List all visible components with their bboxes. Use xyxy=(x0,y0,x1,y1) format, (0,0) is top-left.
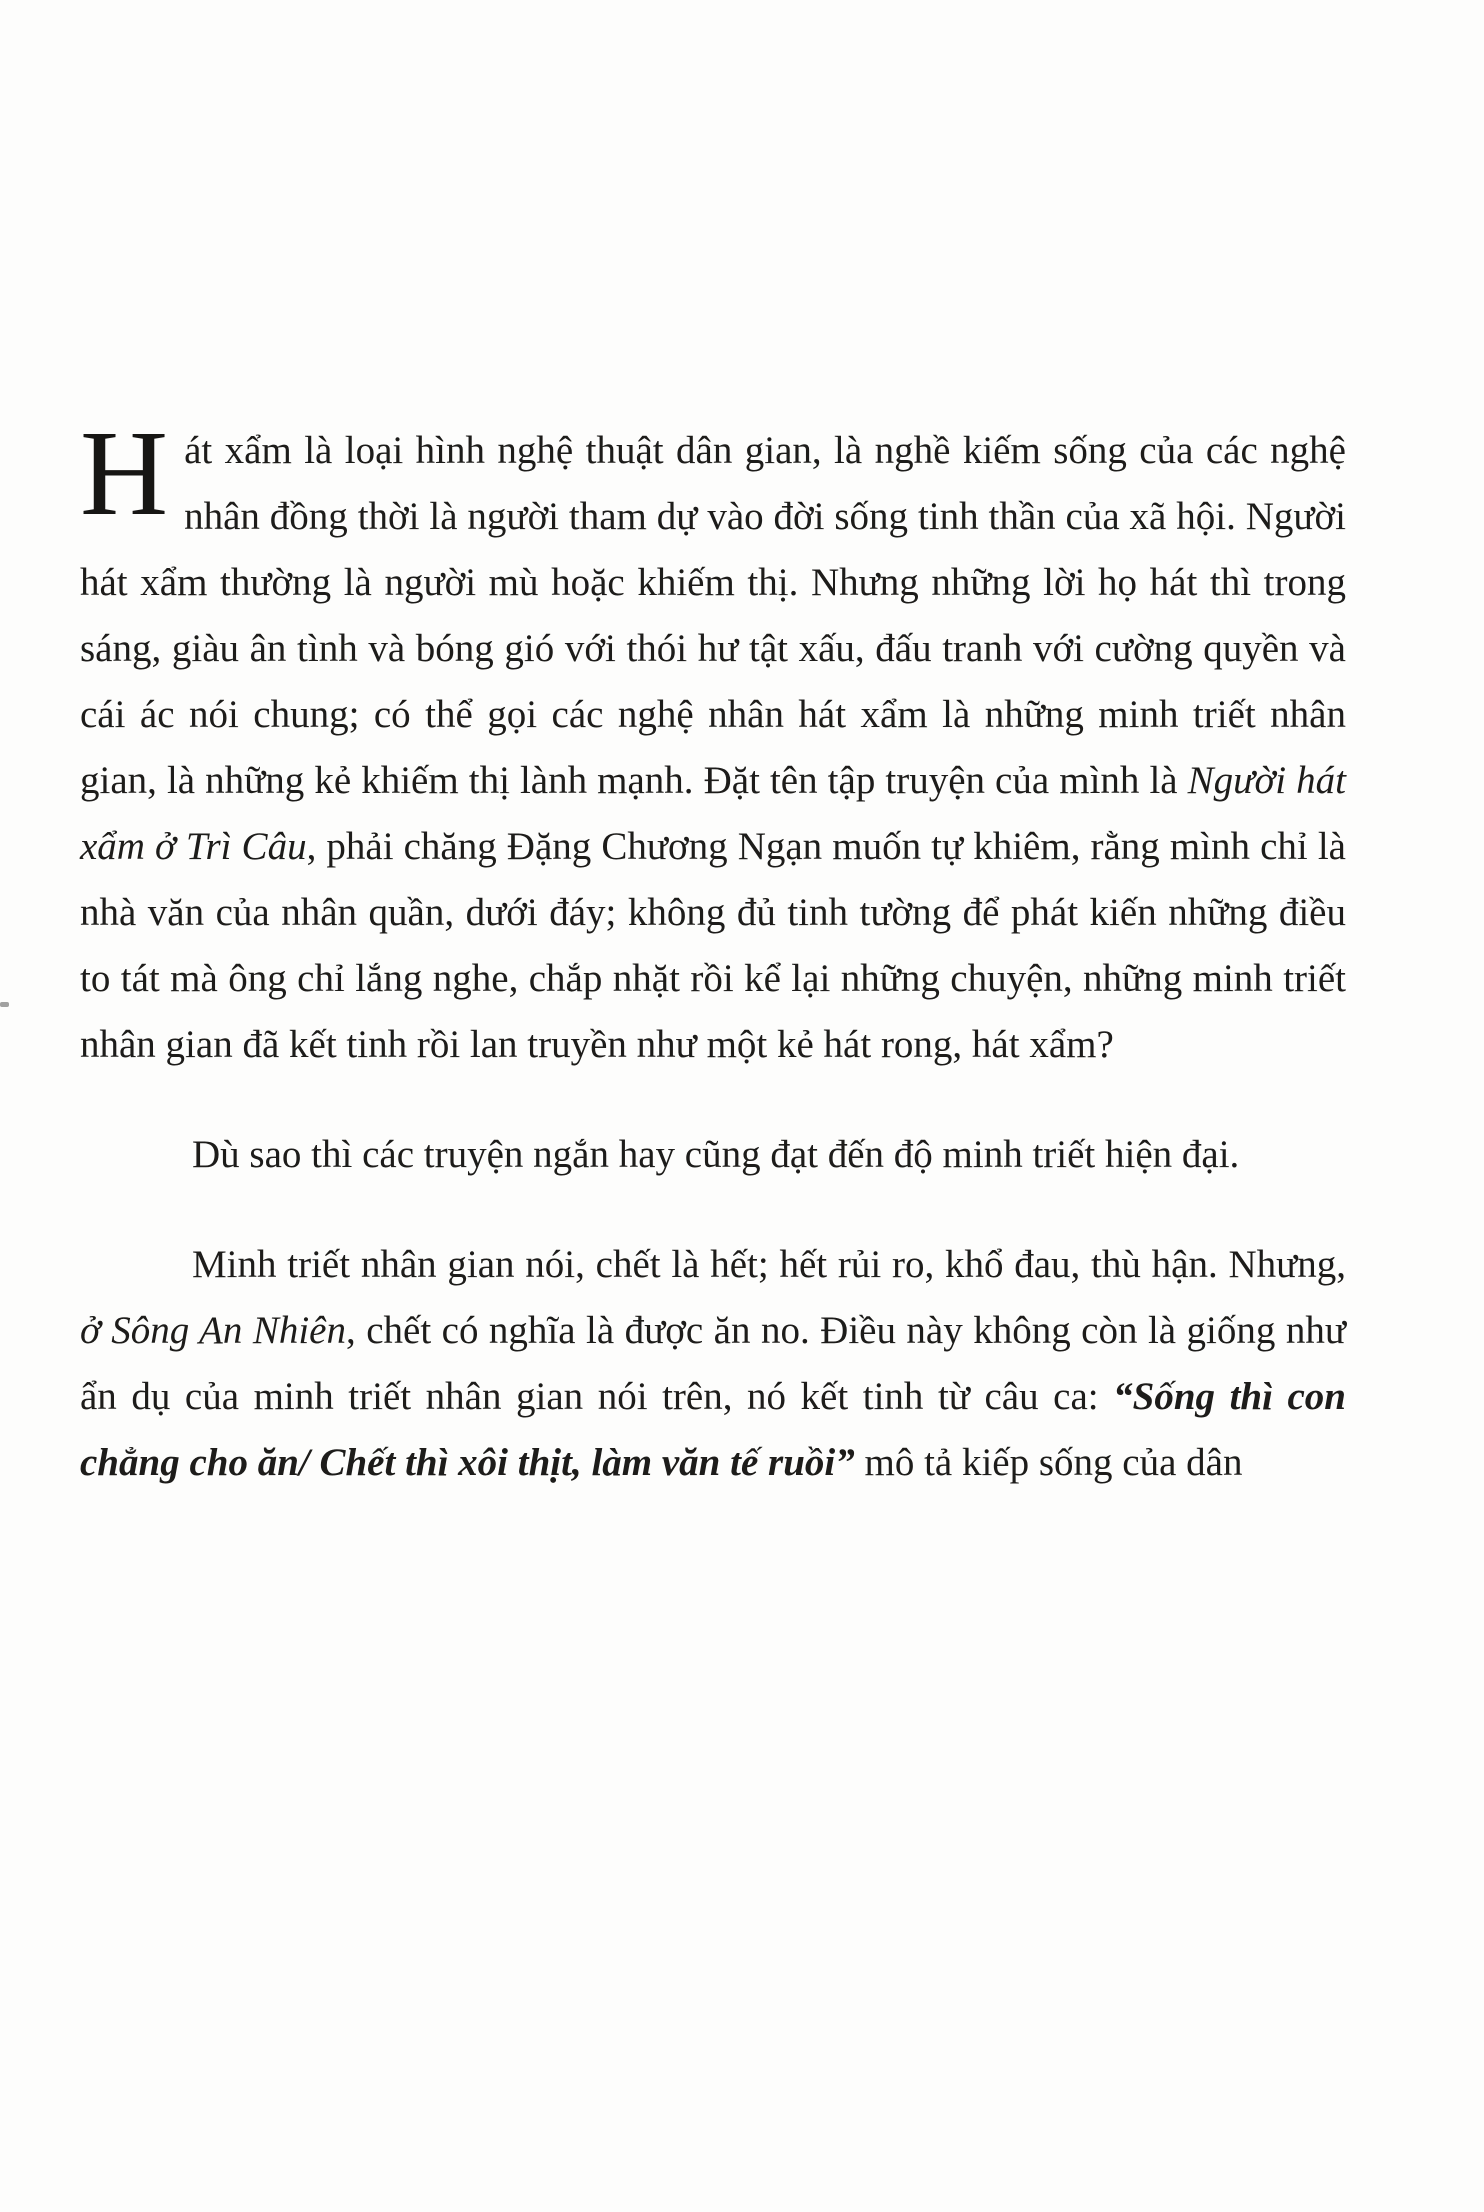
text-run: , chết có nghĩa là được ăn no. Điều này không còn là giống như ẩn dụ của minh triết nhân gian nói trên, nó kết tinh từ câu ca: xyxy=(80,1309,1346,1418)
paragraph xyxy=(80,1232,1346,1496)
text-run: Dù sao thì các truyện ngắn hay cũng đạt đến độ minh triết hiện đại. xyxy=(192,1133,1240,1176)
text-content xyxy=(80,406,1346,1540)
text-run: Minh triết nhân gian nói, chết là hết; hết rủi ro, khổ đau, thù hận. Nhưng, xyxy=(192,1243,1346,1286)
text-run: mô tả kiếp sống của dân xyxy=(854,1441,1243,1484)
drop-cap: H xyxy=(80,406,169,541)
text-run: ở Sông An Nhiên xyxy=(80,1309,346,1352)
text-run: “Sống thì con chẳng cho ăn/ Chết thì xôi thịt, làm văn tế ruồi” xyxy=(80,1375,1346,1484)
text-run: át xẩm là loại hình nghệ thuật dân gian, là nghề kiếm sống của các nghệ nhân đồng thời là người tham dự vào đời sống tinh thần của xã hội. Người hát xẩm thường là người mù hoặc khiếm thị. Nhưng những lời họ hát thì trong sáng, giàu ân tình và bóng gió với thói hư tật xấu, đấu tranh với cường quyền và cái ác nói chung; có thể gọi các nghệ nhân hát xẩm là những minh triết nhân gian, là những kẻ khiếm thị lành mạnh. Đặt tên tập truyện của mình là xyxy=(80,429,1346,802)
paragraph xyxy=(80,1122,1346,1188)
text-run: , phải chăng Đặng Chương Ngạn muốn tự khiêm, rằng mình chỉ là nhà văn của nhân quần, dưới đáy; không đủ tinh tường để phát kiến những điều to tát mà ông chỉ lắng nghe, chắp nhặt rồi kể lại những chuyện, những minh triết nhân gian đã kết tinh rồi lan truyền như một kẻ hát rong, hát xẩm? xyxy=(80,825,1346,1066)
text-run: Người hát xẩm ở Trì Câu xyxy=(80,759,1346,868)
paragraph xyxy=(80,406,1346,1078)
scan-artifact xyxy=(0,1002,9,1007)
